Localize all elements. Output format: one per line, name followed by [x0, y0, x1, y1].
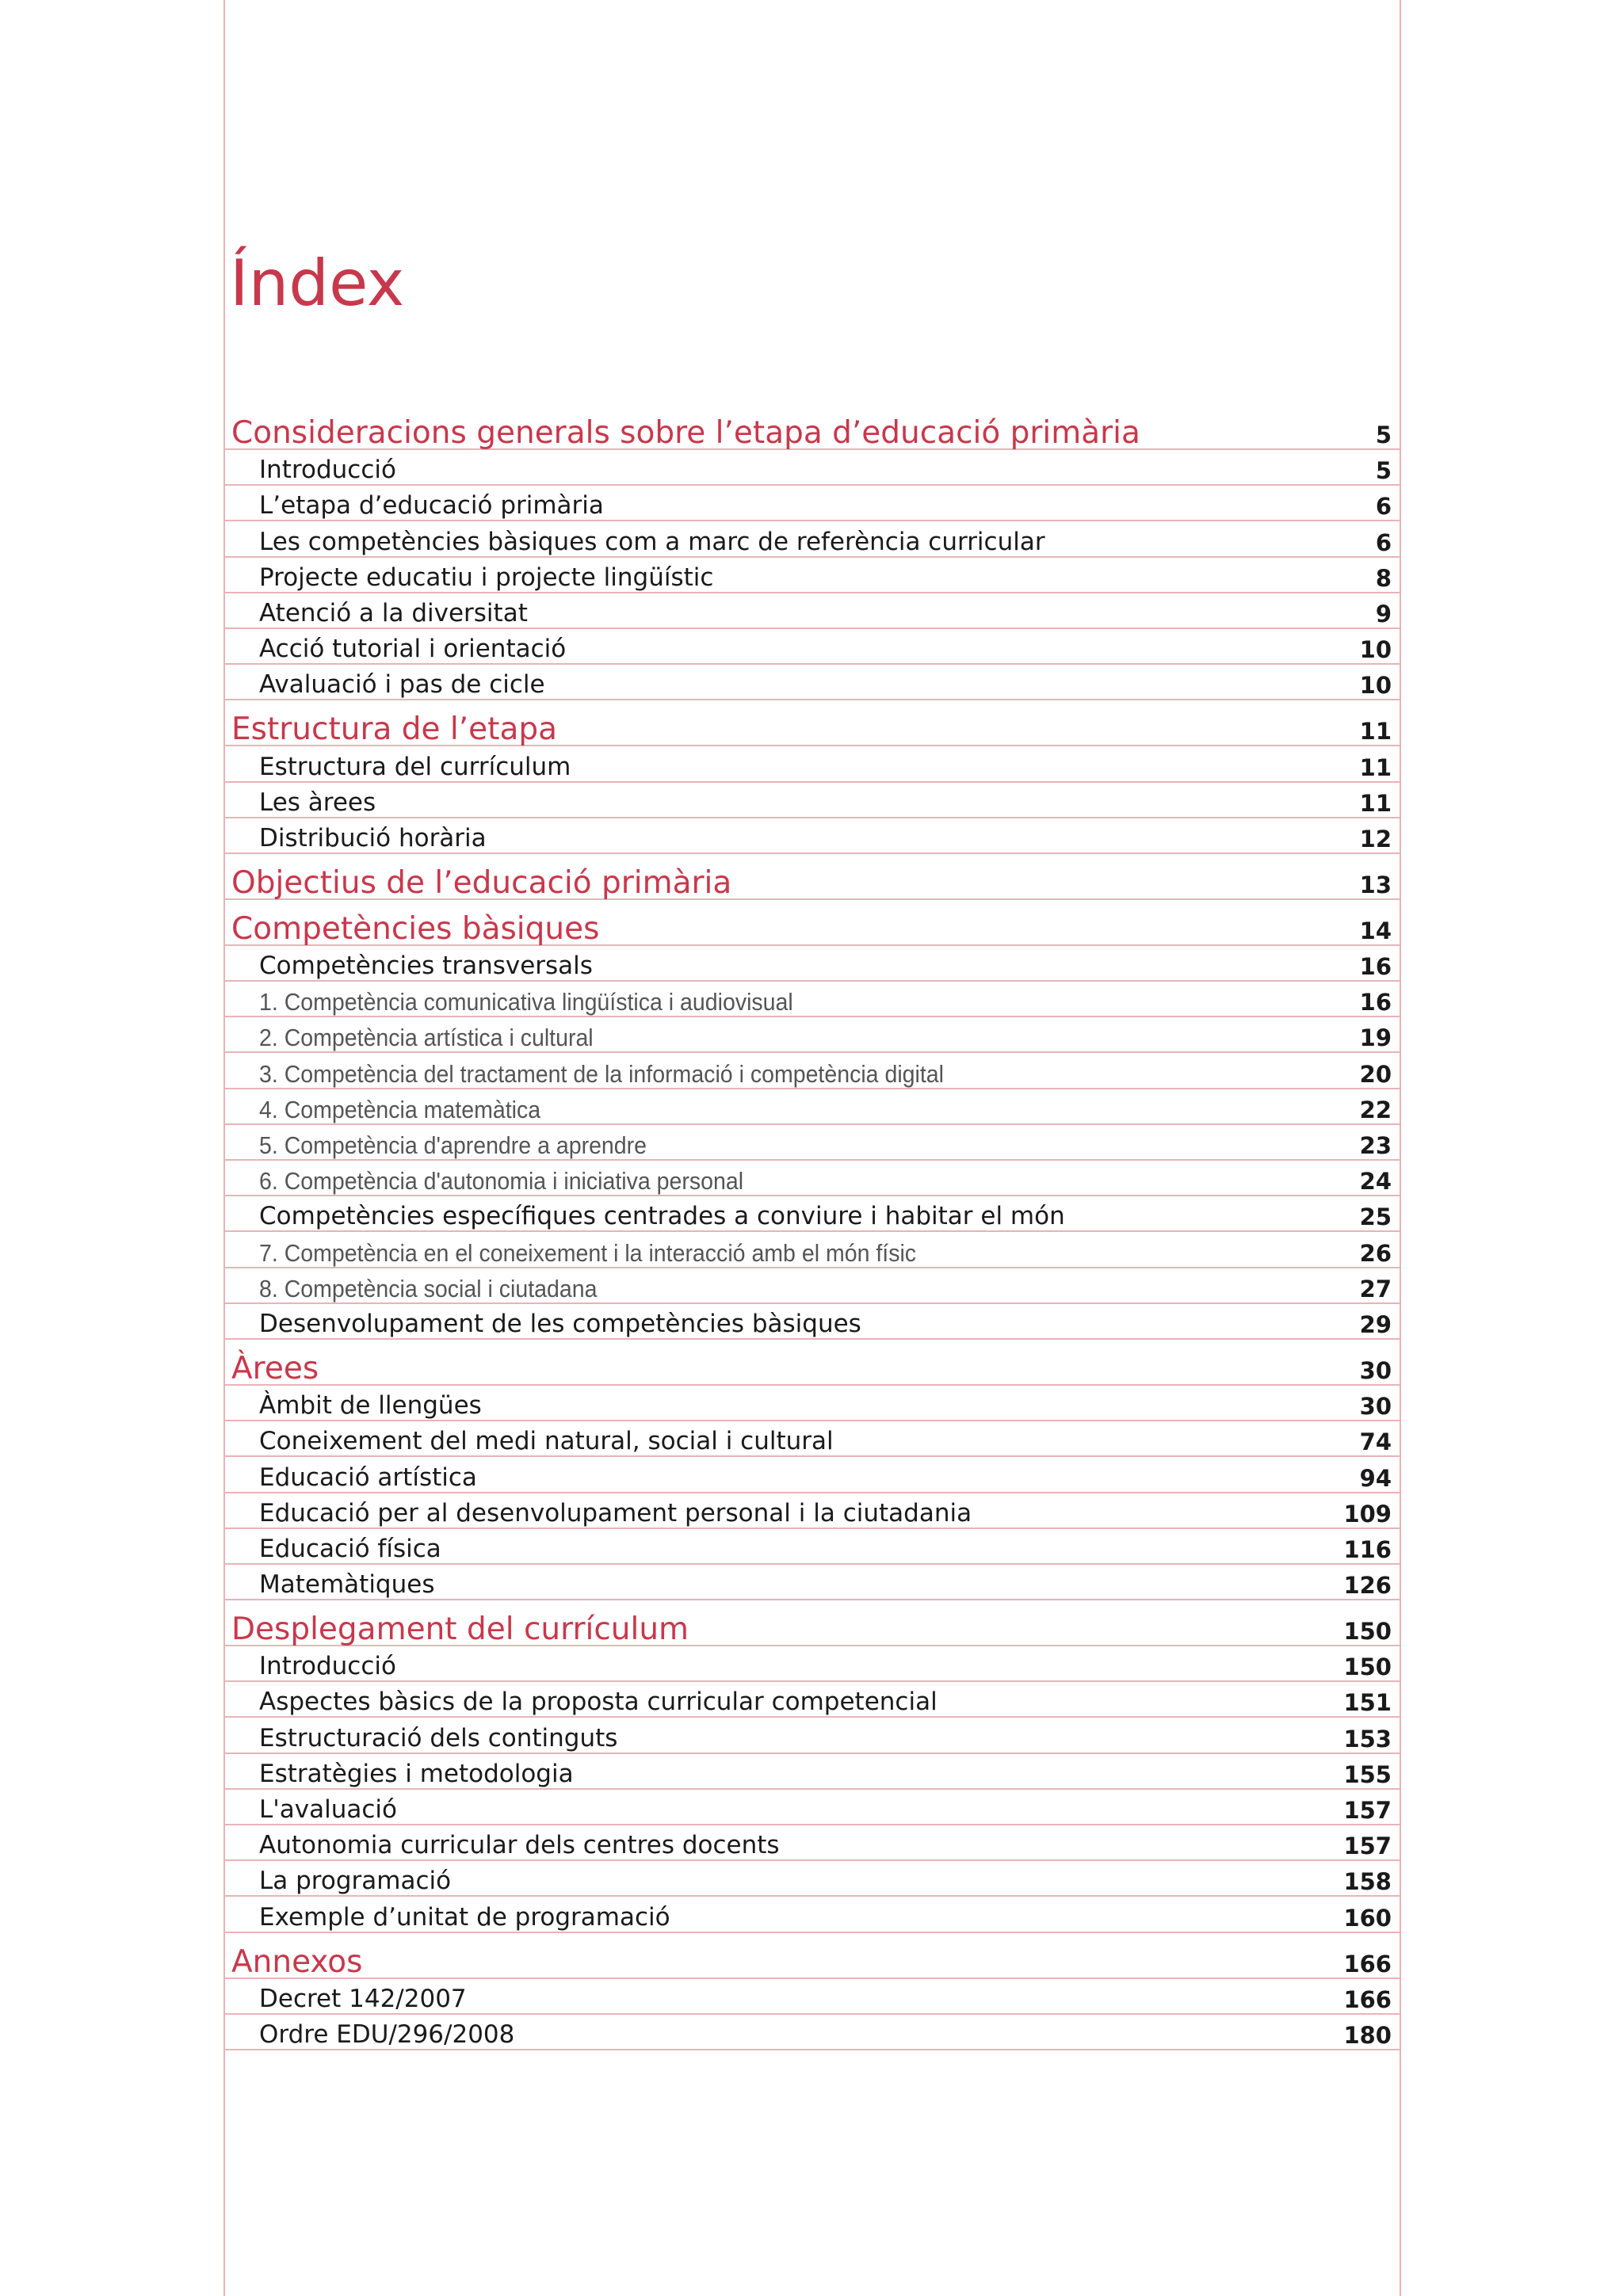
toc-section-row[interactable]: [225, 404, 1400, 450]
toc-entry-row[interactable]: [225, 746, 1400, 782]
toc-entry-title: Ordre EDU/296/2008: [259, 2019, 515, 2049]
toc-entry-title: Exemple d’unitat de programació: [259, 1902, 670, 1932]
toc-page-number: 94: [1359, 1464, 1392, 1492]
toc-page-number: 5: [1375, 457, 1392, 485]
right-margin-rule: [1400, 0, 1401, 2296]
toc-entry-row[interactable]: [225, 1386, 1400, 1421]
toc-entry-row[interactable]: [225, 1457, 1400, 1493]
toc-page-number: 109: [1343, 1500, 1392, 1527]
toc-entry-row[interactable]: [225, 818, 1400, 854]
toc-page-number: 20: [1359, 1060, 1392, 1088]
toc-page-number: 166: [1343, 1985, 1392, 2013]
toc-entry-row[interactable]: [225, 629, 1400, 665]
toc-page-number: 22: [1359, 1096, 1392, 1123]
toc-entry-row[interactable]: [225, 450, 1400, 486]
toc-section-title: Estructura de l’etapa: [231, 711, 558, 748]
toc-page-number: 5: [1375, 421, 1392, 448]
toc-entry-row[interactable]: [225, 1718, 1400, 1753]
toc-entry-title: Estructuració dels continguts: [259, 1723, 618, 1753]
toc-entry-title: La programació: [259, 1867, 452, 1896]
toc-page-number: 160: [1343, 1904, 1392, 1932]
toc-section-title: Annexos: [231, 1943, 363, 1980]
toc-entry-title: Atenció a la diversitat: [259, 598, 528, 627]
toc-page-number: 116: [1343, 1535, 1392, 1563]
toc-entry-title: L’etapa d’educació primària: [259, 491, 604, 521]
toc-entry-title: 4. Competència matemàtica: [259, 1095, 541, 1123]
toc-section-row[interactable]: [225, 854, 1400, 900]
toc-page-number: 30: [1359, 1393, 1392, 1421]
toc-entry-row[interactable]: [225, 521, 1400, 557]
toc-page-number: 157: [1343, 1797, 1392, 1824]
toc-entry-row[interactable]: [225, 1196, 1400, 1232]
toc-page-number: 27: [1359, 1275, 1392, 1302]
toc-entry-row[interactable]: [225, 1646, 1400, 1682]
toc-page-number: 13: [1359, 871, 1392, 898]
toc-page-number: 151: [1343, 1689, 1392, 1717]
toc-entry-title: Aspectes bàsics de la proposta curricular competencial: [259, 1688, 938, 1717]
toc-entry-row[interactable]: [225, 1125, 1400, 1161]
toc-section-row[interactable]: [225, 1933, 1400, 1979]
toc-entry-row[interactable]: [225, 1979, 1400, 2015]
toc-section-row[interactable]: [225, 900, 1400, 946]
toc-entry-title: Distribució horària: [259, 823, 487, 852]
toc-entry-title: Les àrees: [259, 788, 376, 817]
toc-entry-title: Introducció: [259, 456, 396, 485]
toc-page-number: 6: [1375, 493, 1392, 521]
toc-page-number: 30: [1359, 1356, 1392, 1384]
toc-section-row[interactable]: [225, 1600, 1400, 1646]
toc-section-row[interactable]: [225, 1340, 1400, 1386]
toc-page-number: 158: [1343, 1868, 1392, 1896]
toc-section-title: Desplegament del currículum: [231, 1611, 689, 1648]
toc-entry-title: Projecte educatiu i projecte lingüístic: [259, 563, 714, 592]
toc-entry-row[interactable]: [225, 982, 1400, 1017]
toc-page-number: 126: [1343, 1572, 1392, 1600]
toc-entry-row[interactable]: [225, 1089, 1400, 1125]
toc-entry-row[interactable]: [225, 1017, 1400, 1053]
toc-page-number: 29: [1359, 1310, 1392, 1338]
toc-entry-row[interactable]: [225, 1232, 1400, 1268]
toc-entry-title: Acció tutorial i orientació: [259, 635, 567, 664]
toc-entry-title: Coneixement del medi natural, social i cultural: [259, 1427, 834, 1456]
toc-entry-row[interactable]: [225, 1825, 1400, 1861]
toc-entry-title: Les competències bàsiques com a marc de referència curricular: [259, 527, 1045, 556]
toc-entry-title: 7. Competència en el coneixement i la interacció amb el món físic: [259, 1238, 917, 1267]
toc-page-number: 9: [1375, 600, 1392, 627]
toc-entry-title: 8. Competència social i ciutadana: [259, 1274, 598, 1302]
toc-page-number: 19: [1359, 1024, 1392, 1052]
toc-entry-title: Autonomia curricular dels centres docents: [259, 1831, 780, 1860]
toc-page-number: 24: [1359, 1168, 1392, 1196]
toc-section-row[interactable]: [225, 700, 1400, 746]
toc-entry-title: Educació física: [259, 1534, 441, 1563]
toc-page-number: 8: [1375, 564, 1392, 592]
toc-entry-row[interactable]: [225, 665, 1400, 700]
toc-entry-row[interactable]: [225, 1161, 1400, 1196]
toc-section-title: Àrees: [231, 1350, 319, 1386]
toc-entry-row[interactable]: [225, 593, 1400, 629]
toc-entry-row[interactable]: [225, 1268, 1400, 1304]
toc-entry-title: 2. Competència artística i cultural: [259, 1024, 594, 1052]
toc-entry-title: Competències específiques centrades a conviure i habitar el món: [259, 1202, 1065, 1231]
toc-entry-title: 1. Competència comunicativa lingüística i audiovisual: [259, 988, 793, 1016]
toc-entry-title: Matemàtiques: [259, 1570, 435, 1600]
toc-entry-title: Àmbit de llengües: [259, 1391, 482, 1421]
toc-page-number: 14: [1359, 917, 1392, 944]
toc-page-number: 16: [1359, 953, 1392, 981]
toc-page-number: 180: [1343, 2021, 1392, 2049]
toc-section-title: Objectius de l’educació primària: [231, 864, 732, 901]
toc-page-number: 26: [1359, 1239, 1392, 1267]
toc-entry-row[interactable]: [225, 558, 1400, 593]
toc-page-number: 150: [1343, 1618, 1392, 1646]
toc-entry-title: L'avaluació: [259, 1795, 398, 1824]
toc-page-number: 150: [1343, 1653, 1392, 1681]
toc-entry-title: Decret 142/2007: [259, 1984, 467, 2013]
toc-entry-row[interactable]: [225, 1304, 1400, 1340]
toc-entry-title: 5. Competència d'aprendre a aprendre: [259, 1131, 647, 1159]
toc-entry-row[interactable]: [225, 2015, 1400, 2050]
toc-entry-title: 3. Competència del tractament de la informació i competència digital: [259, 1059, 944, 1088]
toc-entry-title: Estructura del currículum: [259, 752, 571, 781]
toc-entry-row[interactable]: [225, 1790, 1400, 1825]
toc-page-number: 157: [1343, 1833, 1392, 1860]
toc-entry-row[interactable]: [225, 1493, 1400, 1529]
toc-entry-row[interactable]: [225, 1529, 1400, 1565]
toc-entry-row[interactable]: [225, 486, 1400, 521]
toc-entry-title: Competències transversals: [259, 952, 593, 981]
toc-entry-row[interactable]: [225, 1565, 1400, 1600]
toc-entry-row[interactable]: [225, 1861, 1400, 1897]
toc-entry-title: Avaluació i pas de cicle: [259, 670, 545, 700]
toc-entry-row[interactable]: [225, 1682, 1400, 1718]
toc-entry-row[interactable]: [225, 1754, 1400, 1790]
toc-page-number: 10: [1359, 672, 1392, 700]
toc-page-number: 23: [1359, 1132, 1392, 1159]
toc-page-number: 6: [1375, 528, 1392, 556]
toc-section-title: Competències bàsiques: [231, 910, 600, 947]
toc-entry-title: Educació per al desenvolupament personal i la ciutadania: [259, 1498, 972, 1527]
toc-page-number: 11: [1359, 718, 1392, 746]
toc-page-number: 11: [1359, 753, 1392, 781]
toc-page-number: 153: [1343, 1725, 1392, 1753]
toc-entry-row[interactable]: [225, 1897, 1400, 1932]
page-title: Índex: [230, 246, 405, 320]
toc-page-number: 155: [1343, 1760, 1392, 1788]
toc-page-number: 16: [1359, 989, 1392, 1016]
toc-page-number: 74: [1359, 1428, 1392, 1456]
toc-page-number: 25: [1359, 1203, 1392, 1231]
toc-page-number: 10: [1359, 636, 1392, 664]
toc-entry-row[interactable]: [225, 1421, 1400, 1457]
toc-entry-title: Estratègies i metodologia: [259, 1759, 574, 1788]
toc-entry-title: Desenvolupament de les competències bàsiques: [259, 1309, 861, 1338]
toc-entry-row[interactable]: [225, 783, 1400, 818]
toc-entry-row[interactable]: [225, 1053, 1400, 1089]
toc-entry-row[interactable]: [225, 946, 1400, 982]
table-of-contents: [225, 404, 1400, 2050]
toc-page-number: 11: [1359, 789, 1392, 817]
toc-section-title: Consideracions generals sobre l’etapa d’educació primària: [231, 415, 1140, 451]
toc-page-number: 166: [1343, 1950, 1392, 1978]
toc-entry-title: 6. Competència d'autonomia i iniciativa personal: [259, 1167, 744, 1196]
toc-page-number: 12: [1359, 825, 1392, 852]
toc-entry-title: Educació artística: [259, 1463, 477, 1492]
toc-entry-title: Introducció: [259, 1652, 396, 1681]
